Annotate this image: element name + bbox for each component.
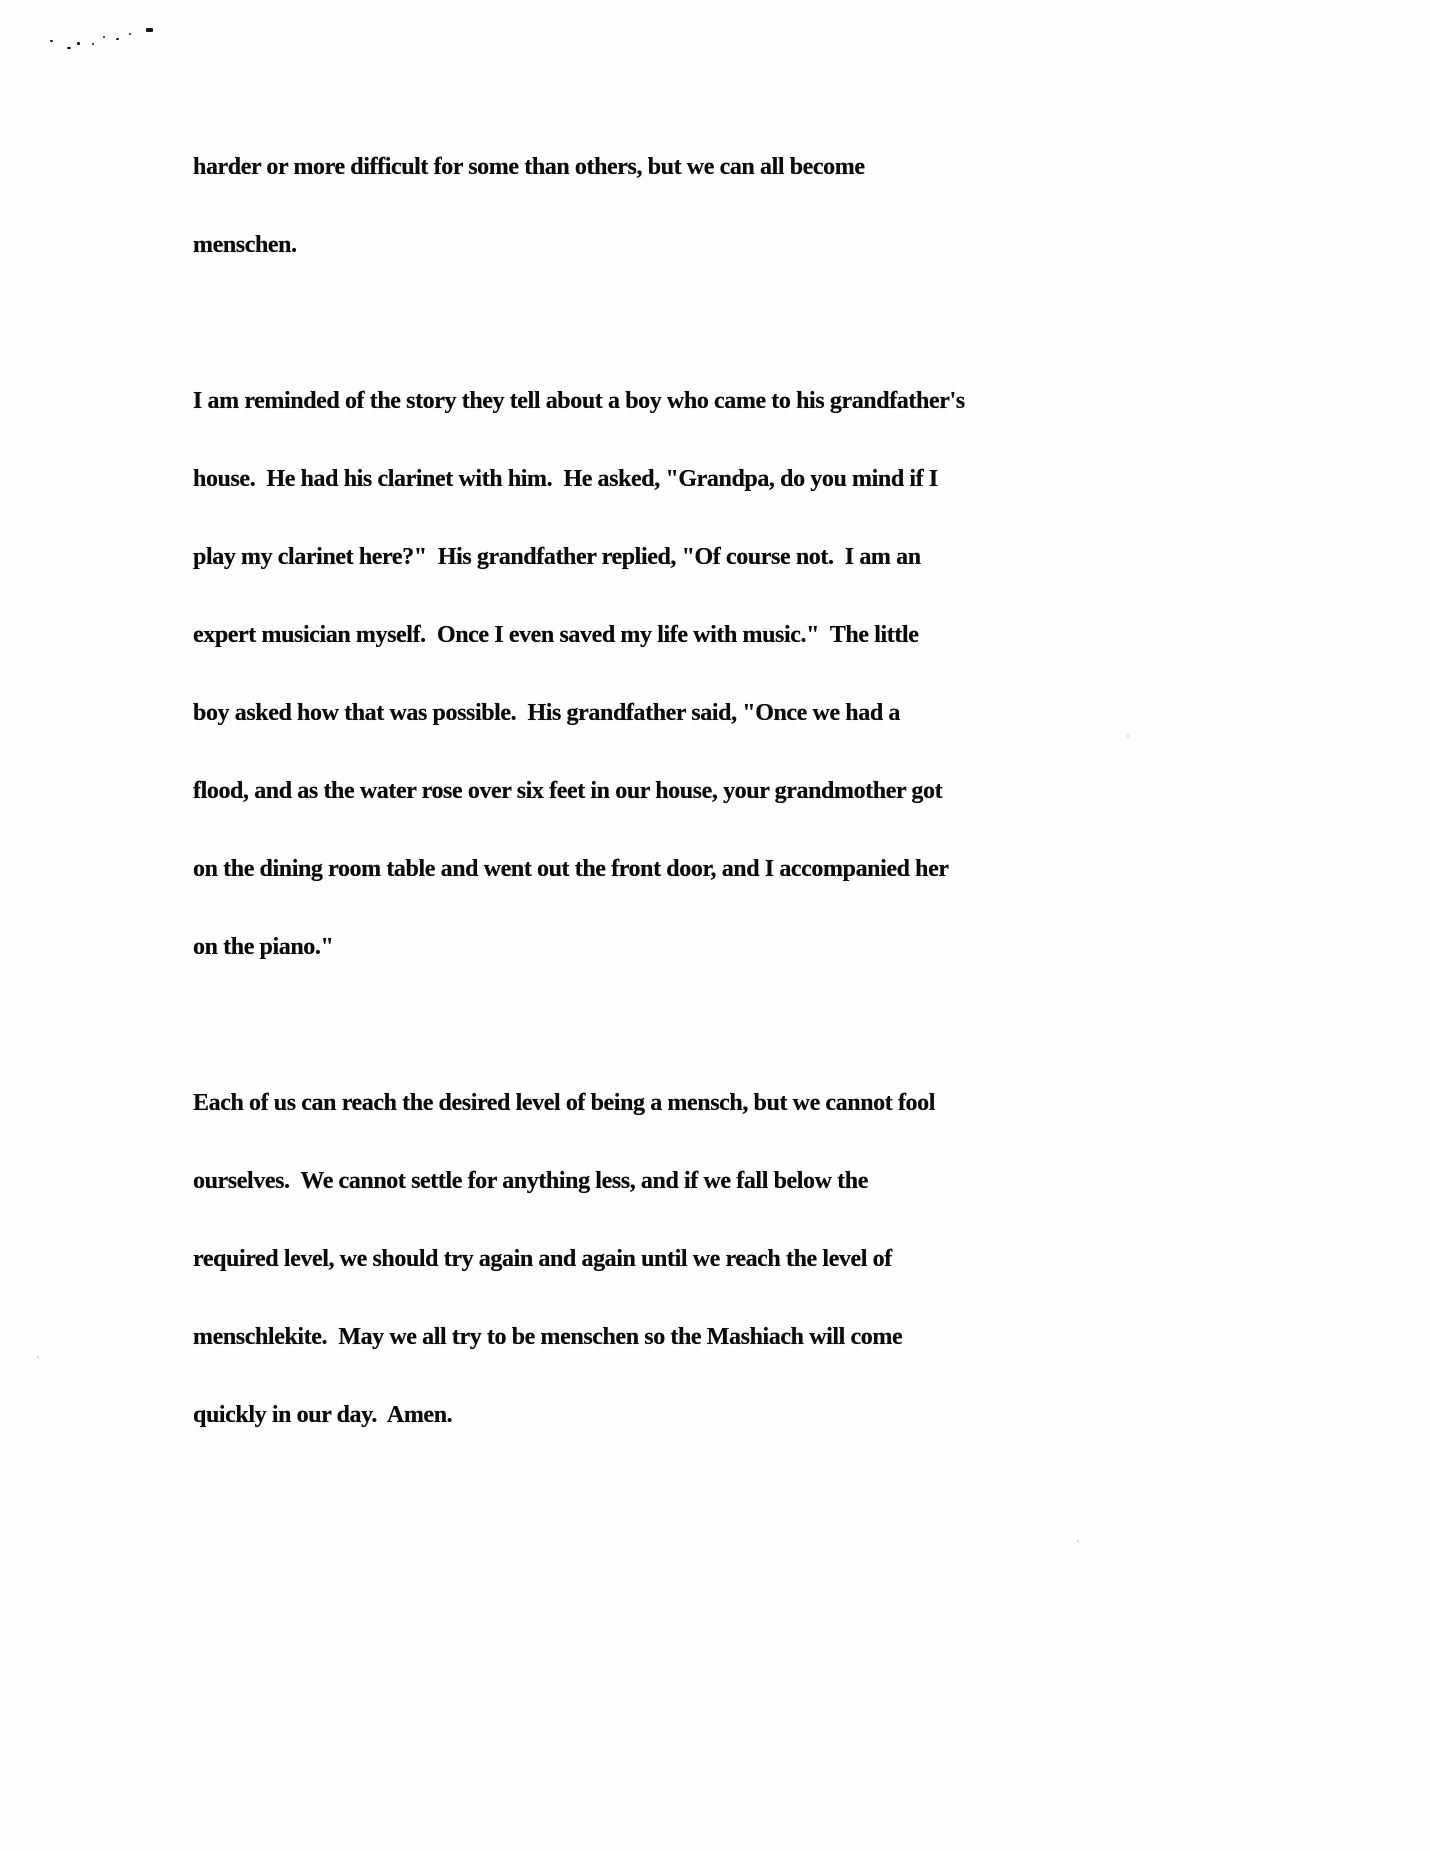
text-line: on the dining room table and went out the front door, and I accompanied her: [193, 856, 949, 882]
paragraph: [193, 362, 1293, 986]
document-text: [193, 128, 1293, 1454]
paragraph: [193, 1064, 1293, 1454]
paragraph: [193, 128, 1293, 284]
text-line: boy asked how that was possible. His grandfather said, "Once we had a: [193, 700, 900, 726]
scan-speck: [146, 28, 153, 32]
scan-speck: [1077, 1540, 1079, 1542]
scan-speck: [103, 36, 105, 38]
scan-speck: [37, 1356, 39, 1358]
text-line: expert musician myself. Once I even saved my life with music." The little: [193, 622, 919, 648]
text-line: on the piano.": [193, 934, 334, 960]
text-line: house. He had his clarinet with him. He asked, "Grandpa, do you mind if I: [193, 466, 938, 492]
scan-speck: [50, 40, 53, 42]
scan-speck: [116, 38, 119, 40]
text-line: required level, we should try again and again until we reach the level of: [193, 1246, 892, 1272]
text-line: play my clarinet here?" His grandfather replied, "Of course not. I am an: [193, 544, 921, 570]
scan-speck: [67, 47, 71, 49]
scan-speck: [77, 42, 80, 45]
text-line: menschen.: [193, 232, 297, 258]
text-line: harder or more difficult for some than others, but we can all become: [193, 154, 865, 180]
text-line: Each of us can reach the desired level of being a mensch, but we cannot fool: [193, 1090, 936, 1116]
text-line: I am reminded of the story they tell about a boy who came to his grandfather's: [193, 388, 965, 414]
scan-speck: [129, 33, 131, 35]
text-line: flood, and as the water rose over six feet in our house, your grandmother got: [193, 778, 943, 804]
text-line: ourselves. We cannot settle for anything less, and if we fall below the: [193, 1168, 868, 1194]
text-line: quickly in our day. Amen.: [193, 1402, 453, 1428]
text-line: menschlekite. May we all try to be menschen so the Mashiach will come: [193, 1324, 903, 1350]
scan-speck: [92, 43, 94, 45]
